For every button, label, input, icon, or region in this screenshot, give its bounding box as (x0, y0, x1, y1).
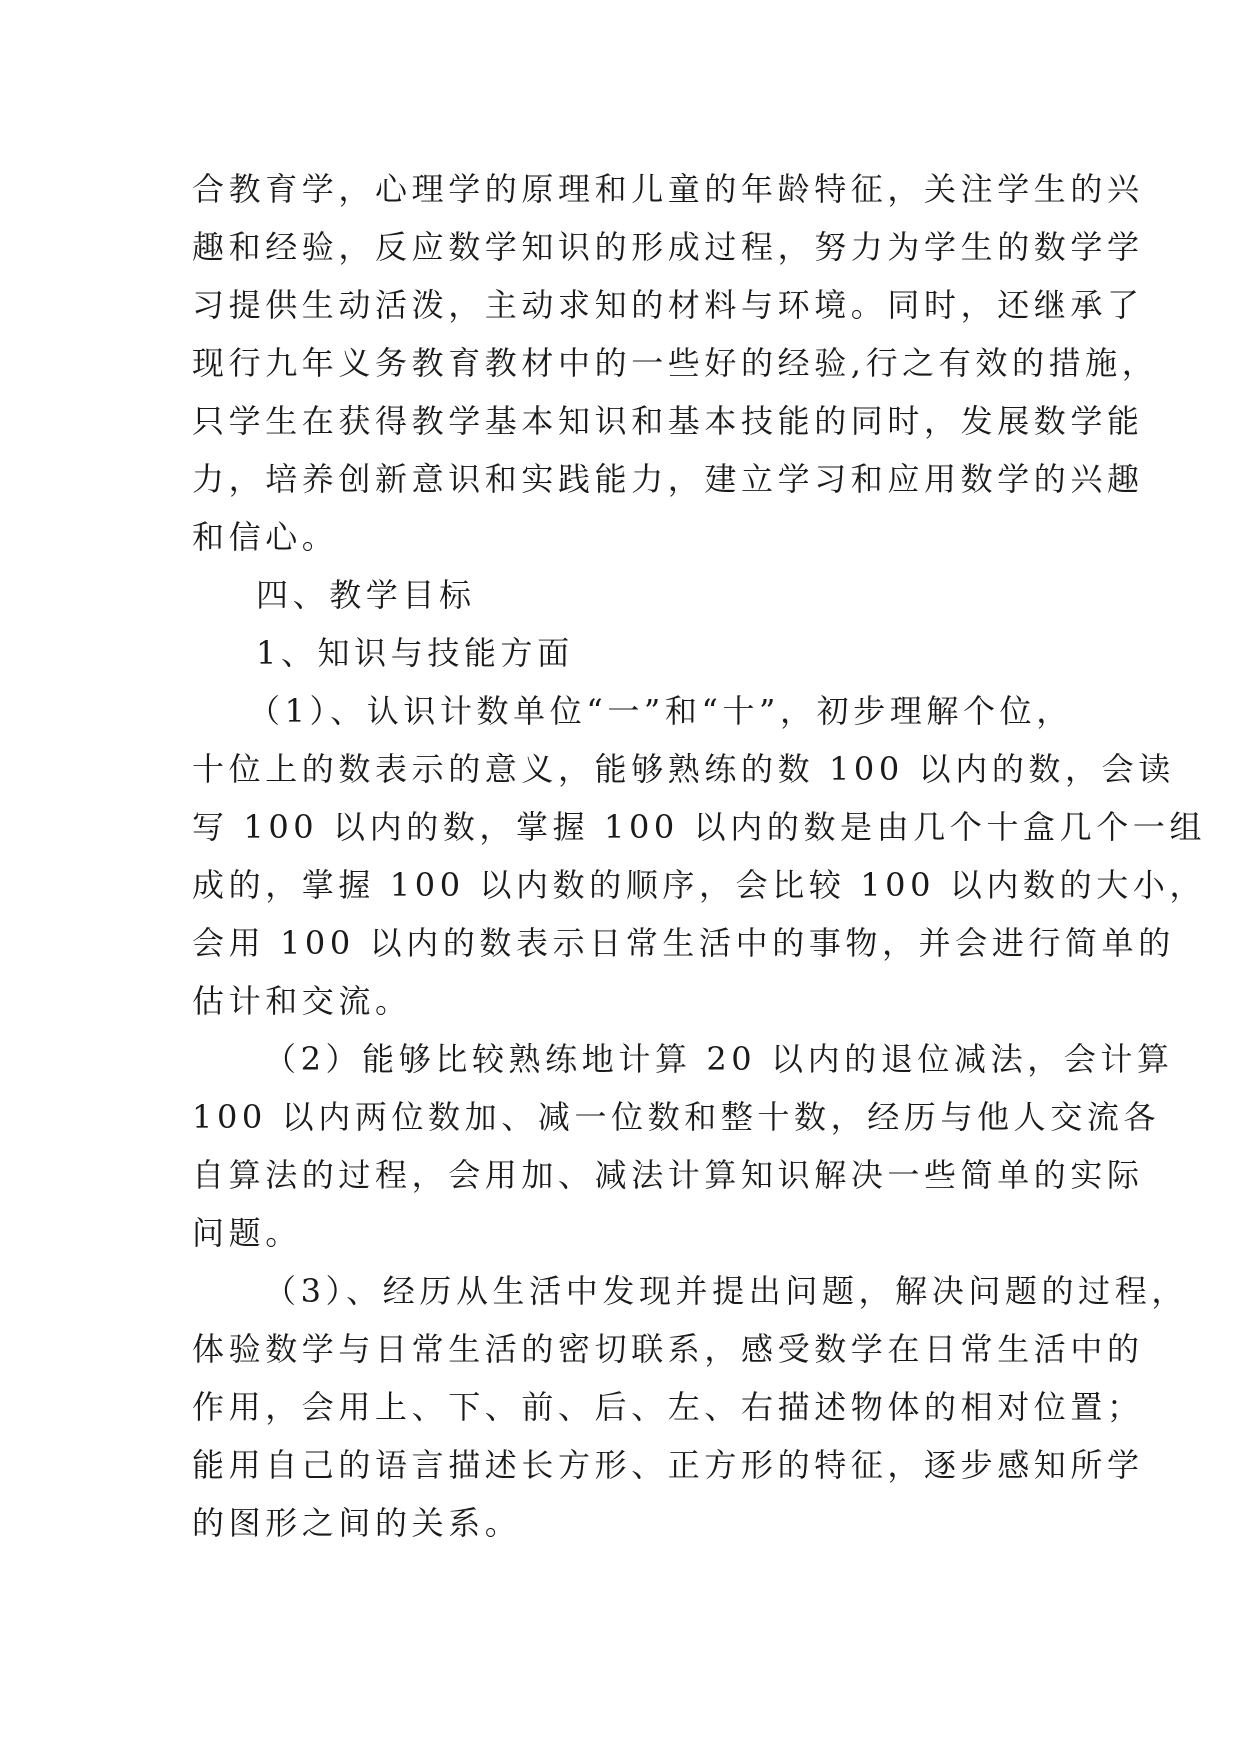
text-line: 成的，掌握 100 以内数的顺序，会比较 100 以内数的大小， (192, 866, 1207, 904)
text-line: 现行九年义务教育教材中的一些好的经验,行之有效的措施， (192, 344, 1159, 382)
paragraph-curriculum-features (192, 160, 1159, 566)
text-line: 的图形之间的关系。 (192, 1504, 522, 1542)
text-line: 能用自己的语言描述长方形、正方形的特征，逐步感知所学 (192, 1446, 1144, 1484)
text-line: 问题。 (192, 1214, 302, 1252)
text-line: 力，培养创新意识和实践能力，建立学习和应用数学的兴趣 (192, 460, 1144, 498)
text-line: （1）、认识计数单位“一”和“十”，初步理解个位， (248, 692, 1073, 730)
text-line: 趣和经验，反应数学知识的形成过程，努力为学生的数学学 (192, 228, 1144, 266)
document-page (192, 160, 1207, 1552)
text-line: 习提供生动活泼，主动求知的材料与环境。同时，还继承了 (192, 286, 1144, 324)
text-line: 估计和交流。 (192, 982, 412, 1020)
text-line: 体验数学与日常生活的密切联系，感受数学在日常生活中的 (192, 1330, 1144, 1368)
text-line: 作用，会用上、下、前、后、左、右描述物体的相对位置； (192, 1388, 1144, 1426)
text-line: 合教育学，心理学的原理和儿童的年龄特征，关注学生的兴 (192, 170, 1144, 208)
text-line: 只学生在获得教学基本知识和基本技能的同时，发展数学能 (192, 402, 1144, 440)
text-line: 会用 100 以内的数表示日常生活中的事物，并会进行简单的 (192, 924, 1175, 962)
text-line: 写 100 以内的数，掌握 100 以内的数是由几个十盒几个一组 (192, 808, 1207, 846)
paragraph-item-2 (192, 1030, 1174, 1262)
subsection-heading-knowledge-skills: 1、知识与技能方面 (256, 634, 574, 672)
text-line: 100 以内两位数加、减一位数和整十数，经历与他人交流各 (192, 1098, 1161, 1136)
paragraph-item-1 (192, 682, 1207, 1030)
text-line: （3）、经历从生活中发现并提出问题，解决问题的过程， (264, 1272, 1188, 1310)
text-line: 十位上的数表示的意义，能够熟练的数 100 以内的数，会读 (192, 750, 1175, 788)
paragraph-item-3 (192, 1262, 1188, 1552)
section-heading-teaching-goals: 四、教学目标 (256, 576, 476, 614)
text-line: 和信心。 (192, 518, 339, 556)
text-line: （2）能够比较熟练地计算 20 以内的退位减法，会计算 (264, 1040, 1174, 1078)
text-line: 自算法的过程，会用加、减法计算知识解决一些简单的实际 (192, 1156, 1144, 1194)
